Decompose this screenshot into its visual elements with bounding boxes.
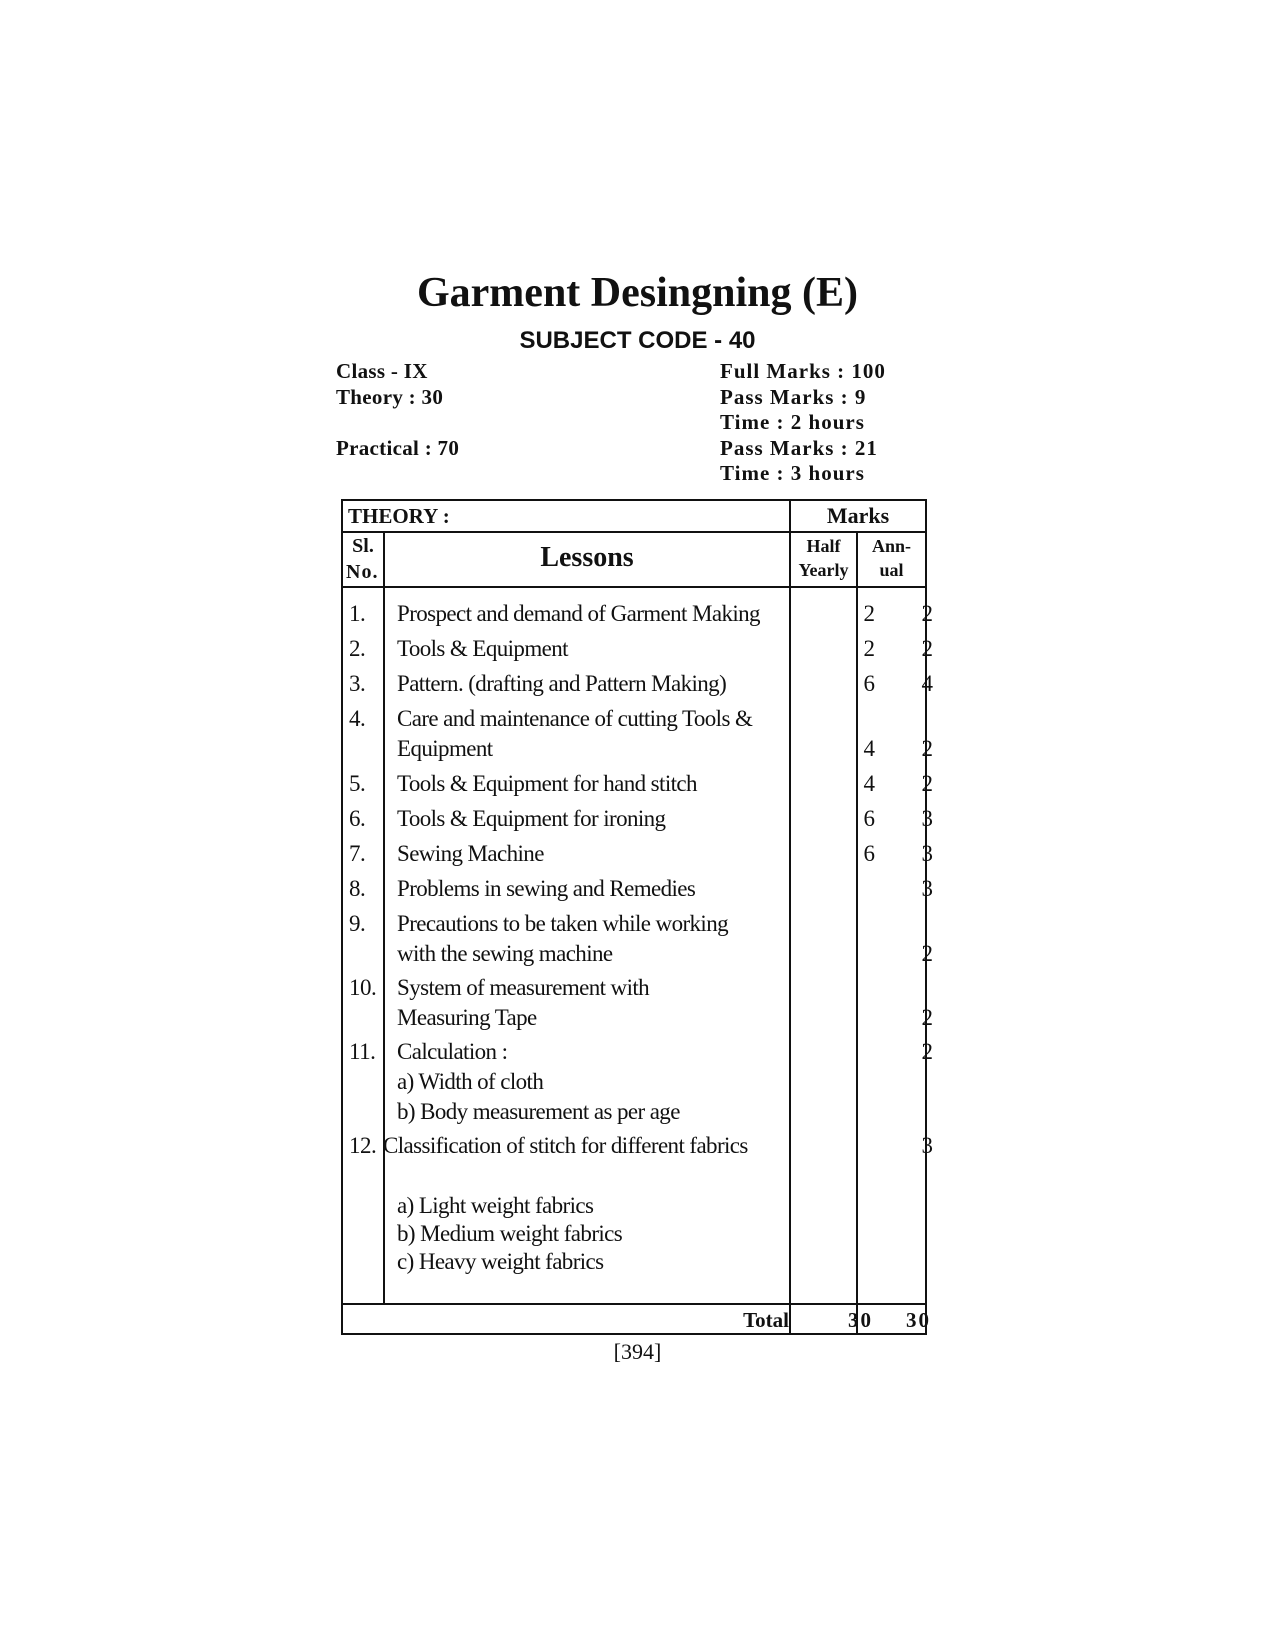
header-divider-bottom — [343, 586, 925, 588]
annual-header: Ann- — [871, 536, 911, 556]
practical-pass-marks: Pass Marks : 21 — [720, 436, 878, 460]
sl-no: 2. — [349, 636, 366, 661]
lesson-text: Equipment — [397, 736, 493, 761]
document-title: Garment Desingning (E) — [417, 270, 858, 316]
theory-time: Time : 2 hours — [720, 410, 865, 434]
annual-marks: 2 — [921, 1005, 933, 1030]
half-yearly-marks: 4 — [863, 771, 875, 796]
annual-marks: 2 — [921, 636, 933, 661]
lesson-text: Pattern. (drafting and Pattern Making) — [397, 671, 727, 696]
total-half-yearly: 30 — [848, 1308, 873, 1332]
subject-code: SUBJECT CODE - 40 — [519, 327, 756, 354]
lesson-text: b) Medium weight fabrics — [397, 1221, 623, 1246]
half-yearly-header: Half — [806, 536, 841, 556]
theory-marks-table — [341, 499, 933, 1335]
header-divider-top — [343, 531, 925, 533]
sl-no: 12. — [349, 1133, 377, 1158]
total-row — [343, 1305, 929, 1335]
marks-column-divider — [789, 501, 791, 1335]
sl-no: 4. — [349, 706, 366, 731]
annual-header-line-2: ual — [879, 560, 904, 580]
lesson-text: Sewing Machine — [397, 841, 544, 866]
total-annual: 30 — [906, 1308, 931, 1332]
theory-section-label: THEORY : — [348, 504, 450, 528]
half-yearly-marks: 6 — [863, 671, 875, 696]
sl-no: 7. — [349, 841, 366, 866]
annual-marks: 2 — [921, 941, 933, 966]
lesson-text: Problems in sewing and Remedies — [397, 876, 696, 901]
sl-no: 10. — [349, 975, 377, 1000]
lessons-header: Lessons — [540, 542, 634, 573]
sl-no: 11. — [349, 1039, 376, 1064]
total-label: Total — [743, 1308, 789, 1332]
sl-no-header-line-2: No. — [346, 561, 379, 583]
practical-marks: Practical : 70 — [336, 436, 460, 460]
sl-no: 3. — [349, 671, 366, 696]
half-yearly-marks: 4 — [863, 736, 875, 761]
class-label: Class - IX — [336, 359, 428, 383]
half-yearly-header-line-2: Yearly — [798, 560, 849, 580]
full-marks: Full Marks : 100 — [720, 359, 886, 383]
annual-marks: 4 — [921, 671, 933, 696]
sl-no: 1. — [349, 601, 366, 626]
lesson-text: Precautions to be taken while working — [397, 911, 729, 936]
sl-no: 6. — [349, 806, 366, 831]
lesson-text: Tools & Equipment for hand stitch — [397, 771, 697, 796]
sl-no: 5. — [349, 771, 366, 796]
lesson-text: Prospect and demand of Garment Making — [397, 601, 760, 626]
theory-marks: Theory : 30 — [336, 385, 444, 409]
half-yearly-marks: 2 — [863, 601, 875, 626]
lesson-text: with the sewing machine — [397, 941, 613, 966]
half-yearly-marks: 2 — [863, 636, 875, 661]
lesson-text: Care and maintenance of cutting Tools & — [397, 706, 753, 731]
marks-header: Marks — [826, 503, 890, 528]
annual-marks: 2 — [921, 736, 933, 761]
annual-marks: 3 — [921, 876, 933, 901]
lesson-text: Measuring Tape — [397, 1005, 537, 1030]
annual-marks: 3 — [921, 1133, 933, 1158]
lesson-text: c) Heavy weight fabrics — [397, 1249, 604, 1274]
sl-no-header: Sl. — [352, 535, 374, 557]
lesson-text: Tools & Equipment for ironing — [397, 806, 666, 831]
lesson-text: System of measurement with — [397, 975, 650, 1000]
sl-no: 9. — [349, 911, 366, 936]
half-yearly-marks: 6 — [863, 841, 875, 866]
lesson-text: Classification of stitch for different fabrics — [383, 1133, 748, 1158]
theory-pass-marks: Pass Marks : 9 — [720, 385, 867, 409]
practical-time: Time : 3 hours — [720, 461, 865, 485]
lesson-text: b) Body measurement as per age — [397, 1099, 680, 1124]
lesson-text: a) Width of cloth — [397, 1069, 544, 1094]
annual-marks: 2 — [921, 1039, 933, 1064]
annual-marks: 2 — [921, 771, 933, 796]
lesson-text: Calculation : — [397, 1039, 508, 1064]
annual-marks: 3 — [921, 841, 933, 866]
annual-marks: 2 — [921, 601, 933, 626]
sl-lesson-divider — [383, 531, 385, 1303]
lesson-text: a) Light weight fabrics — [397, 1193, 594, 1218]
lesson-text: Tools & Equipment — [397, 636, 568, 661]
half-yearly-marks: 6 — [863, 806, 875, 831]
page-number: [394] — [613, 1339, 662, 1364]
annual-marks: 3 — [921, 806, 933, 831]
sl-no: 8. — [349, 876, 366, 901]
